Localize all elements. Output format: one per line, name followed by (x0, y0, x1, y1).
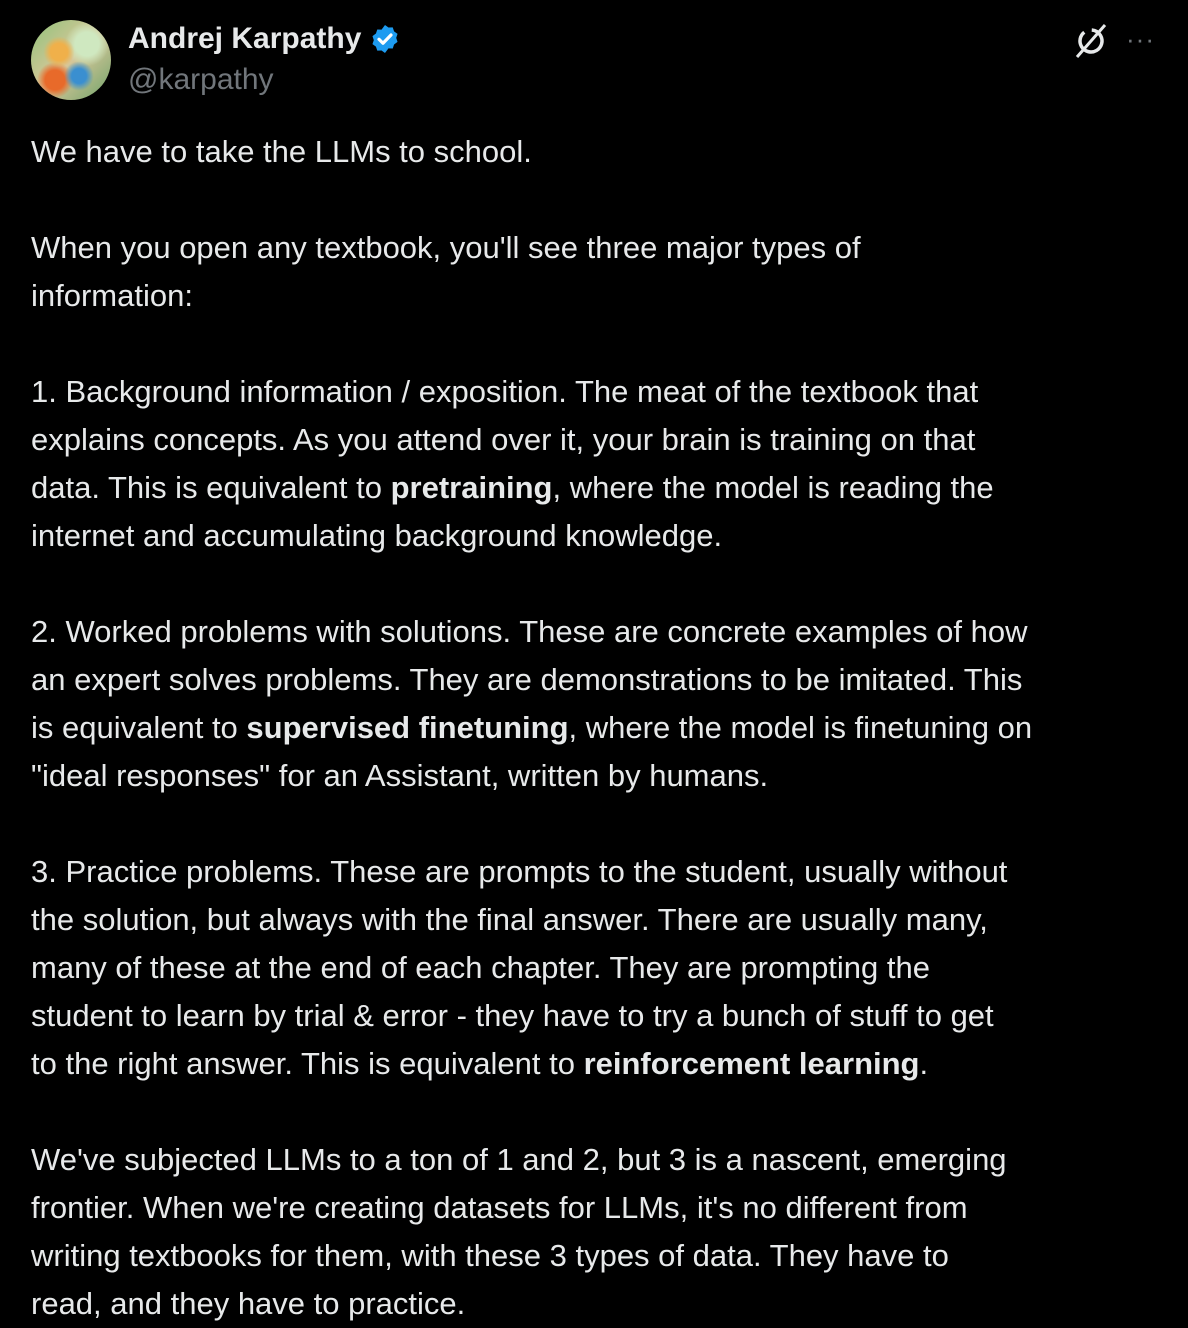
tweet-line (31, 368, 1171, 416)
text-segment: read, and they have to practice. (31, 1286, 466, 1321)
text-segment: explains concepts. As you attend over it, your brain is training on that (31, 422, 976, 457)
tweet-line (31, 848, 1171, 896)
paragraph-gap (31, 1088, 1171, 1136)
tweet-line (31, 944, 1171, 992)
author-name[interactable]: Andrej Karpathy (128, 22, 362, 55)
text-segment: "ideal responses" for an Assistant, written by humans. (31, 758, 769, 793)
text-segment: , where the model is finetuning on (568, 710, 1033, 745)
author-name-row (128, 22, 401, 56)
tweet-line (31, 1232, 1171, 1280)
text-segment: When you open any textbook, you'll see three major types of (31, 230, 861, 265)
tweet-text (31, 128, 1171, 1328)
tweet-line (31, 752, 1171, 800)
tweet-line (31, 512, 1171, 560)
text-segment: 3. Practice problems. These are prompts to the student, usually without (31, 854, 1008, 889)
tweet-line (31, 224, 1171, 272)
tweet-line (31, 1136, 1171, 1184)
bold-term: supervised finetuning (246, 710, 569, 745)
more-options-button[interactable]: ··· (1126, 24, 1155, 54)
paragraph-gap (31, 320, 1171, 368)
text-segment: We've subjected LLMs to a ton of 1 and 2, but 3 is a nascent, emerging (31, 1142, 1007, 1177)
text-segment: . (919, 1046, 929, 1081)
verified-badge-icon (369, 23, 401, 55)
text-segment: internet and accumulating background knowledge. (31, 518, 723, 553)
tweet-line (31, 416, 1171, 464)
bold-term: reinforcement learning (583, 1046, 920, 1081)
tweet-line (31, 704, 1171, 752)
text-segment: student to learn by trial & error - they have to try a bunch of stuff to get (31, 998, 994, 1033)
tweet-line (31, 896, 1171, 944)
tweet-line (31, 1184, 1171, 1232)
text-segment: 1. Background information / exposition. The meat of the textbook that (31, 374, 979, 409)
text-segment: an expert solves problems. They are demonstrations to be imitated. This (31, 662, 1023, 697)
tweet-line (31, 1040, 1171, 1088)
paragraph-gap (31, 560, 1171, 608)
tweet-line (31, 272, 1171, 320)
text-segment: We have to take the LLMs to school. (31, 134, 532, 169)
paragraph-gap (31, 800, 1171, 848)
tweet-line (31, 656, 1171, 704)
text-segment: writing textbooks for them, with these 3 types of data. They have to (31, 1238, 949, 1273)
tweet-line (31, 992, 1171, 1040)
grok-icon[interactable] (1072, 22, 1110, 60)
text-segment: , where the model is reading the (552, 470, 994, 505)
text-segment: data. This is equivalent to (31, 470, 391, 505)
bold-term: pretraining (390, 470, 553, 505)
text-segment: to the right answer. This is equivalent to (31, 1046, 584, 1081)
tweet-line (31, 128, 1171, 176)
tweet-line (31, 1280, 1171, 1328)
text-segment: the solution, but always with the final answer. There are usually many, (31, 902, 988, 937)
text-segment: is equivalent to (31, 710, 247, 745)
text-segment: frontier. When we're creating datasets for LLMs, it's no different from (31, 1190, 968, 1225)
avatar[interactable] (31, 20, 111, 100)
text-segment: many of these at the end of each chapter. They are prompting the (31, 950, 930, 985)
author-handle[interactable]: @karpathy (128, 63, 274, 96)
paragraph-gap (31, 176, 1171, 224)
tweet-line (31, 464, 1171, 512)
tweet-line (31, 608, 1171, 656)
text-segment: information: (31, 278, 193, 313)
text-segment: 2. Worked problems with solutions. These are concrete examples of how (31, 614, 1028, 649)
